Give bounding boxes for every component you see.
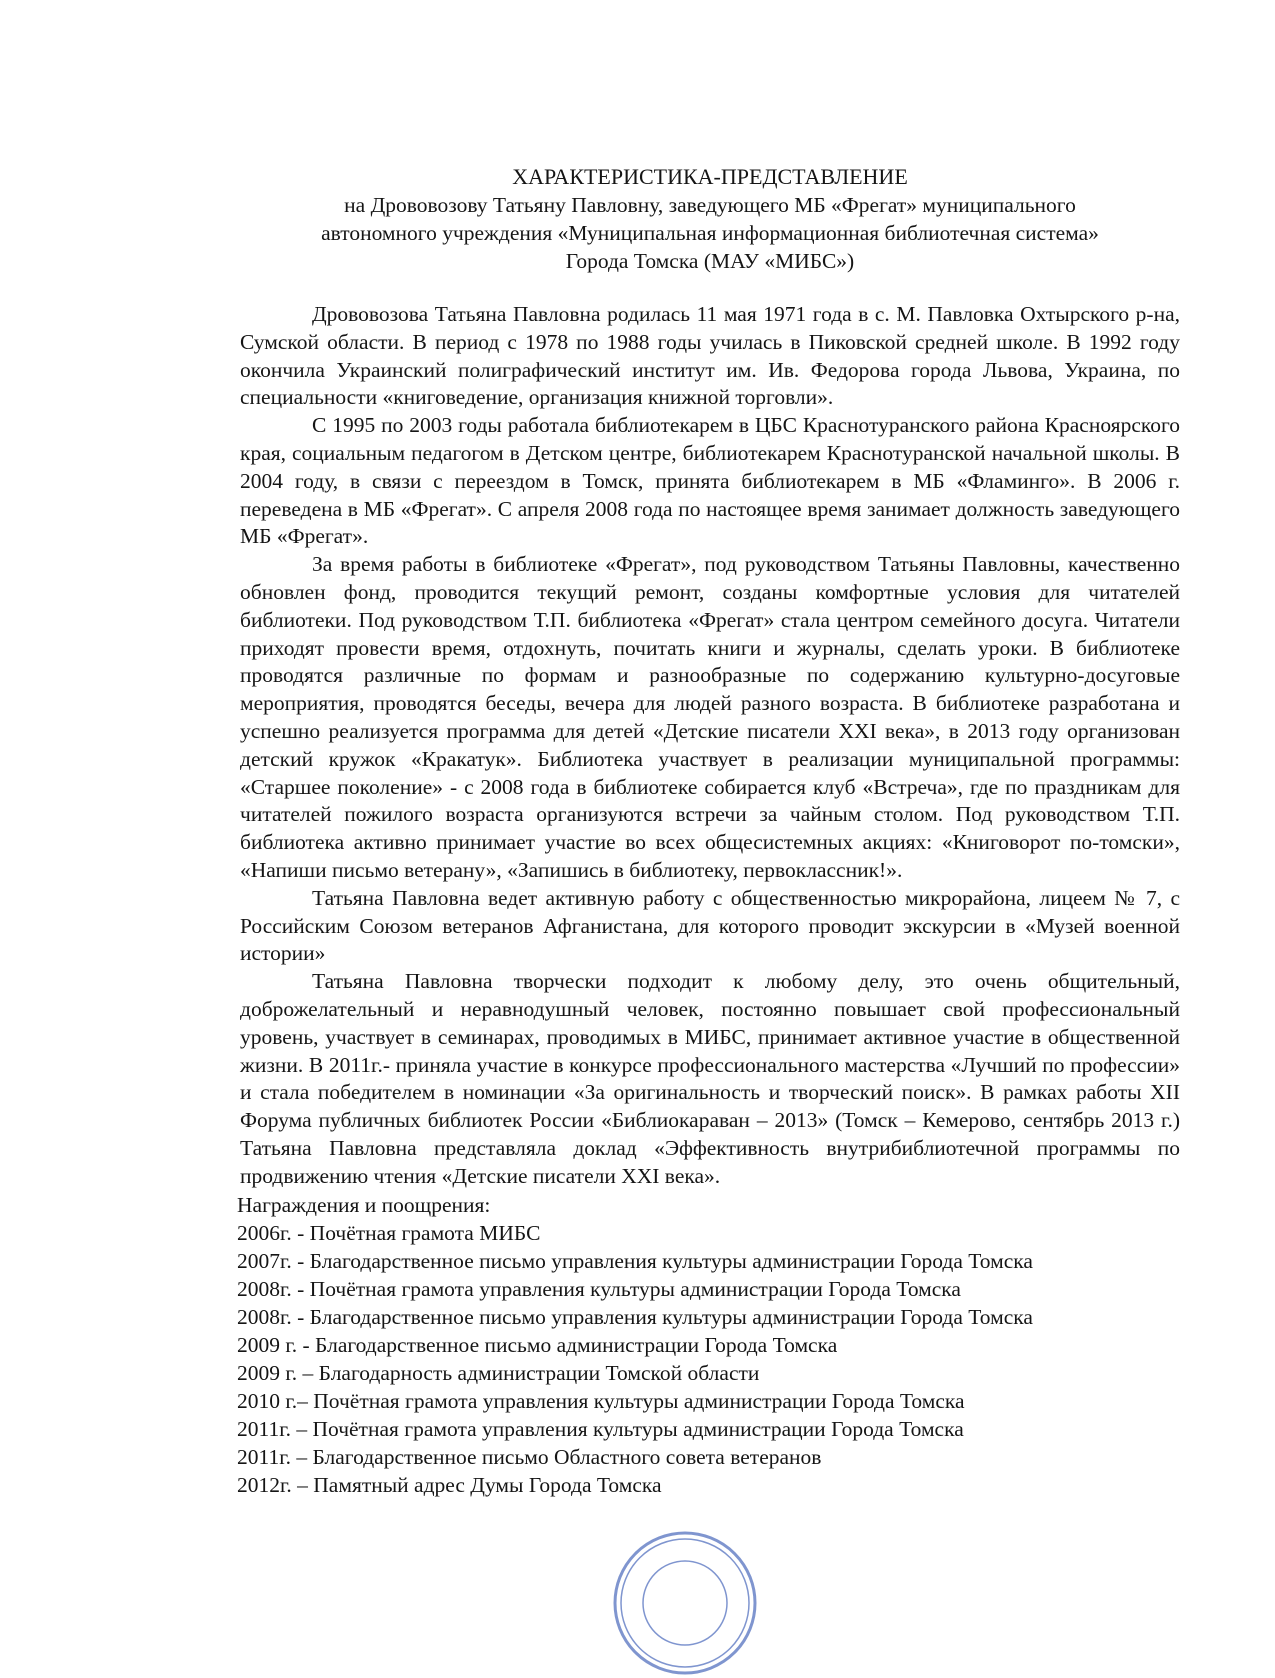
paragraph: Дрововозова Татьяна Павловна родилась 11 мая 1971 года в с. М. Павловка Охтырского р-на, Сумской области. В период с 1978 по 1988 годы училась в Пиковской средней школе. В 1992 году окончила Украинский полиграфический институт им. Ив. Федорова города Львова, Украина, по специальности «книговедение, организация книжной торговли». [240,302,1180,410]
document-header [240,163,1180,275]
subtitle-line: автономного учреждения «Муниципальная информационная библиотечная система» [321,221,1099,245]
award-item: 2008г. - Почётная грамота управления культуры администрации Города Томска [237,1276,961,1301]
award-item: 2007г. - Благодарственное письмо управления культуры администрации Города Томска [237,1248,1033,1273]
award-item: 2006г. - Почётная грамота МИБС [237,1220,541,1245]
document-title: ХАРАКТЕРИСТИКА-ПРЕДСТАВЛЕНИЕ [512,164,908,189]
document-body [240,301,1180,1191]
paragraph: Татьяна Павловна ведет активную работу с общественностью микрорайона, лицеем № 7, с Российским Союзом ветеранов Афганистана, для которого проводит экскурсии в «Музей военной истории» [240,885,1180,966]
awards-list [237,1191,1180,1499]
subtitle-line: на Дрововозову Татьяну Павловну, заведующего МБ «Фрегат» муниципального [344,193,1076,217]
paragraph: С 1995 по 2003 годы работала библиотекарем в ЦБС Краснотуранского района Красноярского края, социальным педагогом в Детском центре, библиотекарем Краснотуранской начальной школы. В 2004 году, в связи с переездом в Томск, принята библиотекарем в МБ «Фламинго». В 2006 г. переведена в МБ «Фрегат». С апреля 2008 года по настоящее время занимает должность заведующего МБ «Фрегат». [240,413,1180,549]
official-stamp [610,1528,760,1678]
award-item: 2012г. – Памятный адрес Думы Города Томска [237,1472,662,1497]
paragraph: За время работы в библиотеке «Фрегат», под руководством Татьяны Павловны, качественно обновлен фонд, проводится текущий ремонт, созданы комфортные условия для читателей библиотеки. Под руководством Т.П. библиотека «Фрегат» стала центром семейного досуга. Читатели приходят провести время, отдохнуть, почитать книги и журналы, сделать уроки. В библиотеке проводятся различные по формам и разнообразные по содержанию культурно-досуговые мероприятия, проводятся беседы, вечера для людей разного возраста. В библиотеке разработана и успешно реализуется программа для детей «Детские писатели XXI века», в 2013 году организован детский кружок «Кракатук». Библиотека участвует в реализации муниципальной программы: «Старшее поколение» - с 2008 года в библиотеке собирается клуб «Встреча», где по праздникам для читателей пожилого возраста организуются встречи за чайным столом. Под руководством Т.П. библиотека активно принимает участие во всех общесистемных акциях: «Книговорот по-томски», «Напиши письмо ветерану», «Запишись в библиотеку, первоклассник!». [240,552,1180,882]
award-item: 2011г. – Благодарственное письмо Областного совета ветеранов [237,1444,822,1469]
award-item: 2008г. - Благодарственное письмо управления культуры администрации Города Томска [237,1304,1033,1329]
subtitle-line: Города Томска (МАУ «МИБС») [565,249,855,273]
award-item: 2009 г. – Благодарность администрации Томской области [237,1360,760,1385]
document-page [237,163,1180,1499]
award-item: 2010 г.– Почётная грамота управления культуры администрации Города Томска [237,1388,965,1413]
paragraph: Татьяна Павловна творчески подходит к любому делу, это очень общительный, доброжелательный и неравнодушный человек, постоянно повышает свой профессиональный уровень, участвует в семинарах, проводимых в МИБС, принимает активное участие в общественной жизни. В 2011г.- приняла участие в конкурсе профессионального мастерства «Лучший по профессии» и стала победителем в номинации «За оригинальность и творческий поиск». В рамках работы XII Форума публичных библиотек России «Библиокараван – 2013» (Томск – Кемерово, сентябрь 2013 г.) Татьяна Павловна представляла доклад «Эффективность внутрибиблиотечной программы по продвижению чтения «Детские писатели XXI века». [240,969,1180,1188]
awards-heading: Награждения и поощрения: [237,1192,491,1217]
award-item: 2009 г. - Благодарственное письмо администрации Города Томска [237,1332,838,1357]
award-item: 2011г. – Почётная грамота управления культуры администрации Города Томска [237,1416,964,1441]
